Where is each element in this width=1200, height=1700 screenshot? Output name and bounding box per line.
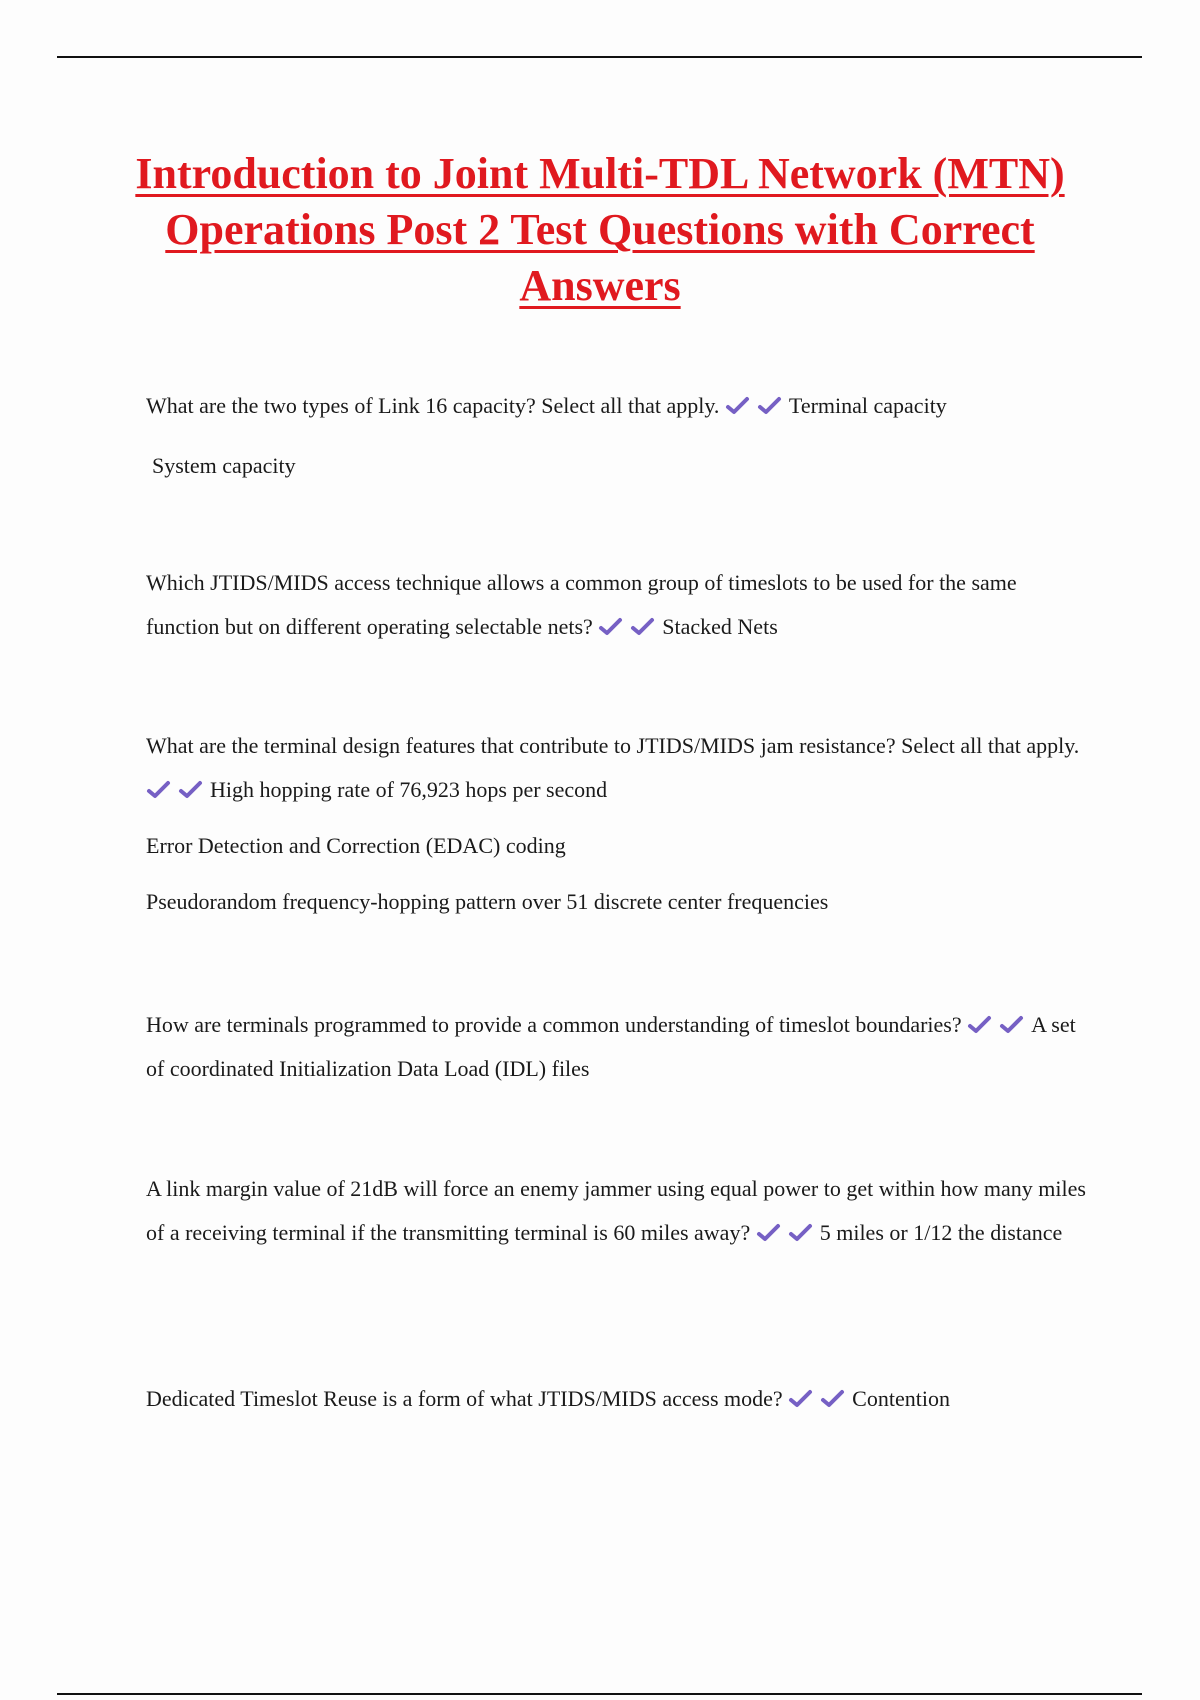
check-icon (756, 1223, 782, 1243)
qa-line (146, 724, 1086, 812)
answer-text: 5 miles or 1/12 the distance (819, 1220, 1063, 1245)
qa-line (146, 561, 1086, 649)
check-icon (178, 780, 204, 800)
check-icon (967, 1015, 993, 1035)
qa-line (146, 1377, 1086, 1421)
question-text: How are terminals programmed to provide a common understanding of timeslot boundaries? (146, 1012, 962, 1037)
answer-text: Contention (852, 1386, 950, 1411)
qa-line (146, 1167, 1086, 1255)
answer-text: Stacked Nets (662, 614, 778, 639)
answer-extra: Error Detection and Correction (EDAC) coding (146, 833, 566, 858)
answer-extra: System capacity (152, 453, 296, 478)
answer-text: A set of coordinated Initialization Data Load (IDL) files (146, 1012, 1076, 1081)
qa-item (146, 1003, 1086, 1091)
check-icon (999, 1015, 1025, 1035)
answer-text: Terminal capacity (788, 393, 947, 418)
check-icon (757, 396, 783, 416)
qa-item (146, 1377, 1086, 1421)
qa-line (146, 384, 1086, 428)
check-icon (788, 1223, 814, 1243)
question-text: What are the terminal design features that contribute to JTIDS/MIDS jam resistance? Select all that apply. (146, 733, 1080, 758)
qa-line (146, 1003, 1086, 1091)
question-text: Dedicated Timeslot Reuse is a form of what JTIDS/MIDS access mode? (146, 1386, 783, 1411)
answer-text: High hopping rate of 76,923 hops per second (210, 777, 608, 802)
check-icon (630, 617, 656, 637)
check-icon (598, 617, 624, 637)
qa-item (146, 561, 1086, 649)
qa-item (146, 1167, 1086, 1255)
check-icon (146, 780, 172, 800)
check-icon (725, 396, 751, 416)
bottom-rule (57, 1693, 1142, 1695)
answer-extra: Pseudorandom frequency-hopping pattern over 51 discrete center frequencies (146, 889, 829, 914)
qa-item (146, 384, 1086, 488)
document-title: Introduction to Joint Multi-TDL Network (MTN) Operations Post 2 Test Questions with Correct Answers (135, 149, 1065, 310)
check-icon (788, 1389, 814, 1409)
question-text: A link margin value of 21dB will force an enemy jammer using equal power to get within how many miles of a receiving terminal if the transmitting terminal is 60 miles away? (146, 1176, 1086, 1245)
top-rule (57, 56, 1142, 58)
question-text: What are the two types of Link 16 capacity? Select all that apply. (146, 393, 720, 418)
check-icon (820, 1389, 846, 1409)
qa-item (146, 724, 1086, 924)
question-text: Which JTIDS/MIDS access technique allows a common group of timeslots to be used for the same function but on different operating selectable nets? (146, 570, 1017, 639)
